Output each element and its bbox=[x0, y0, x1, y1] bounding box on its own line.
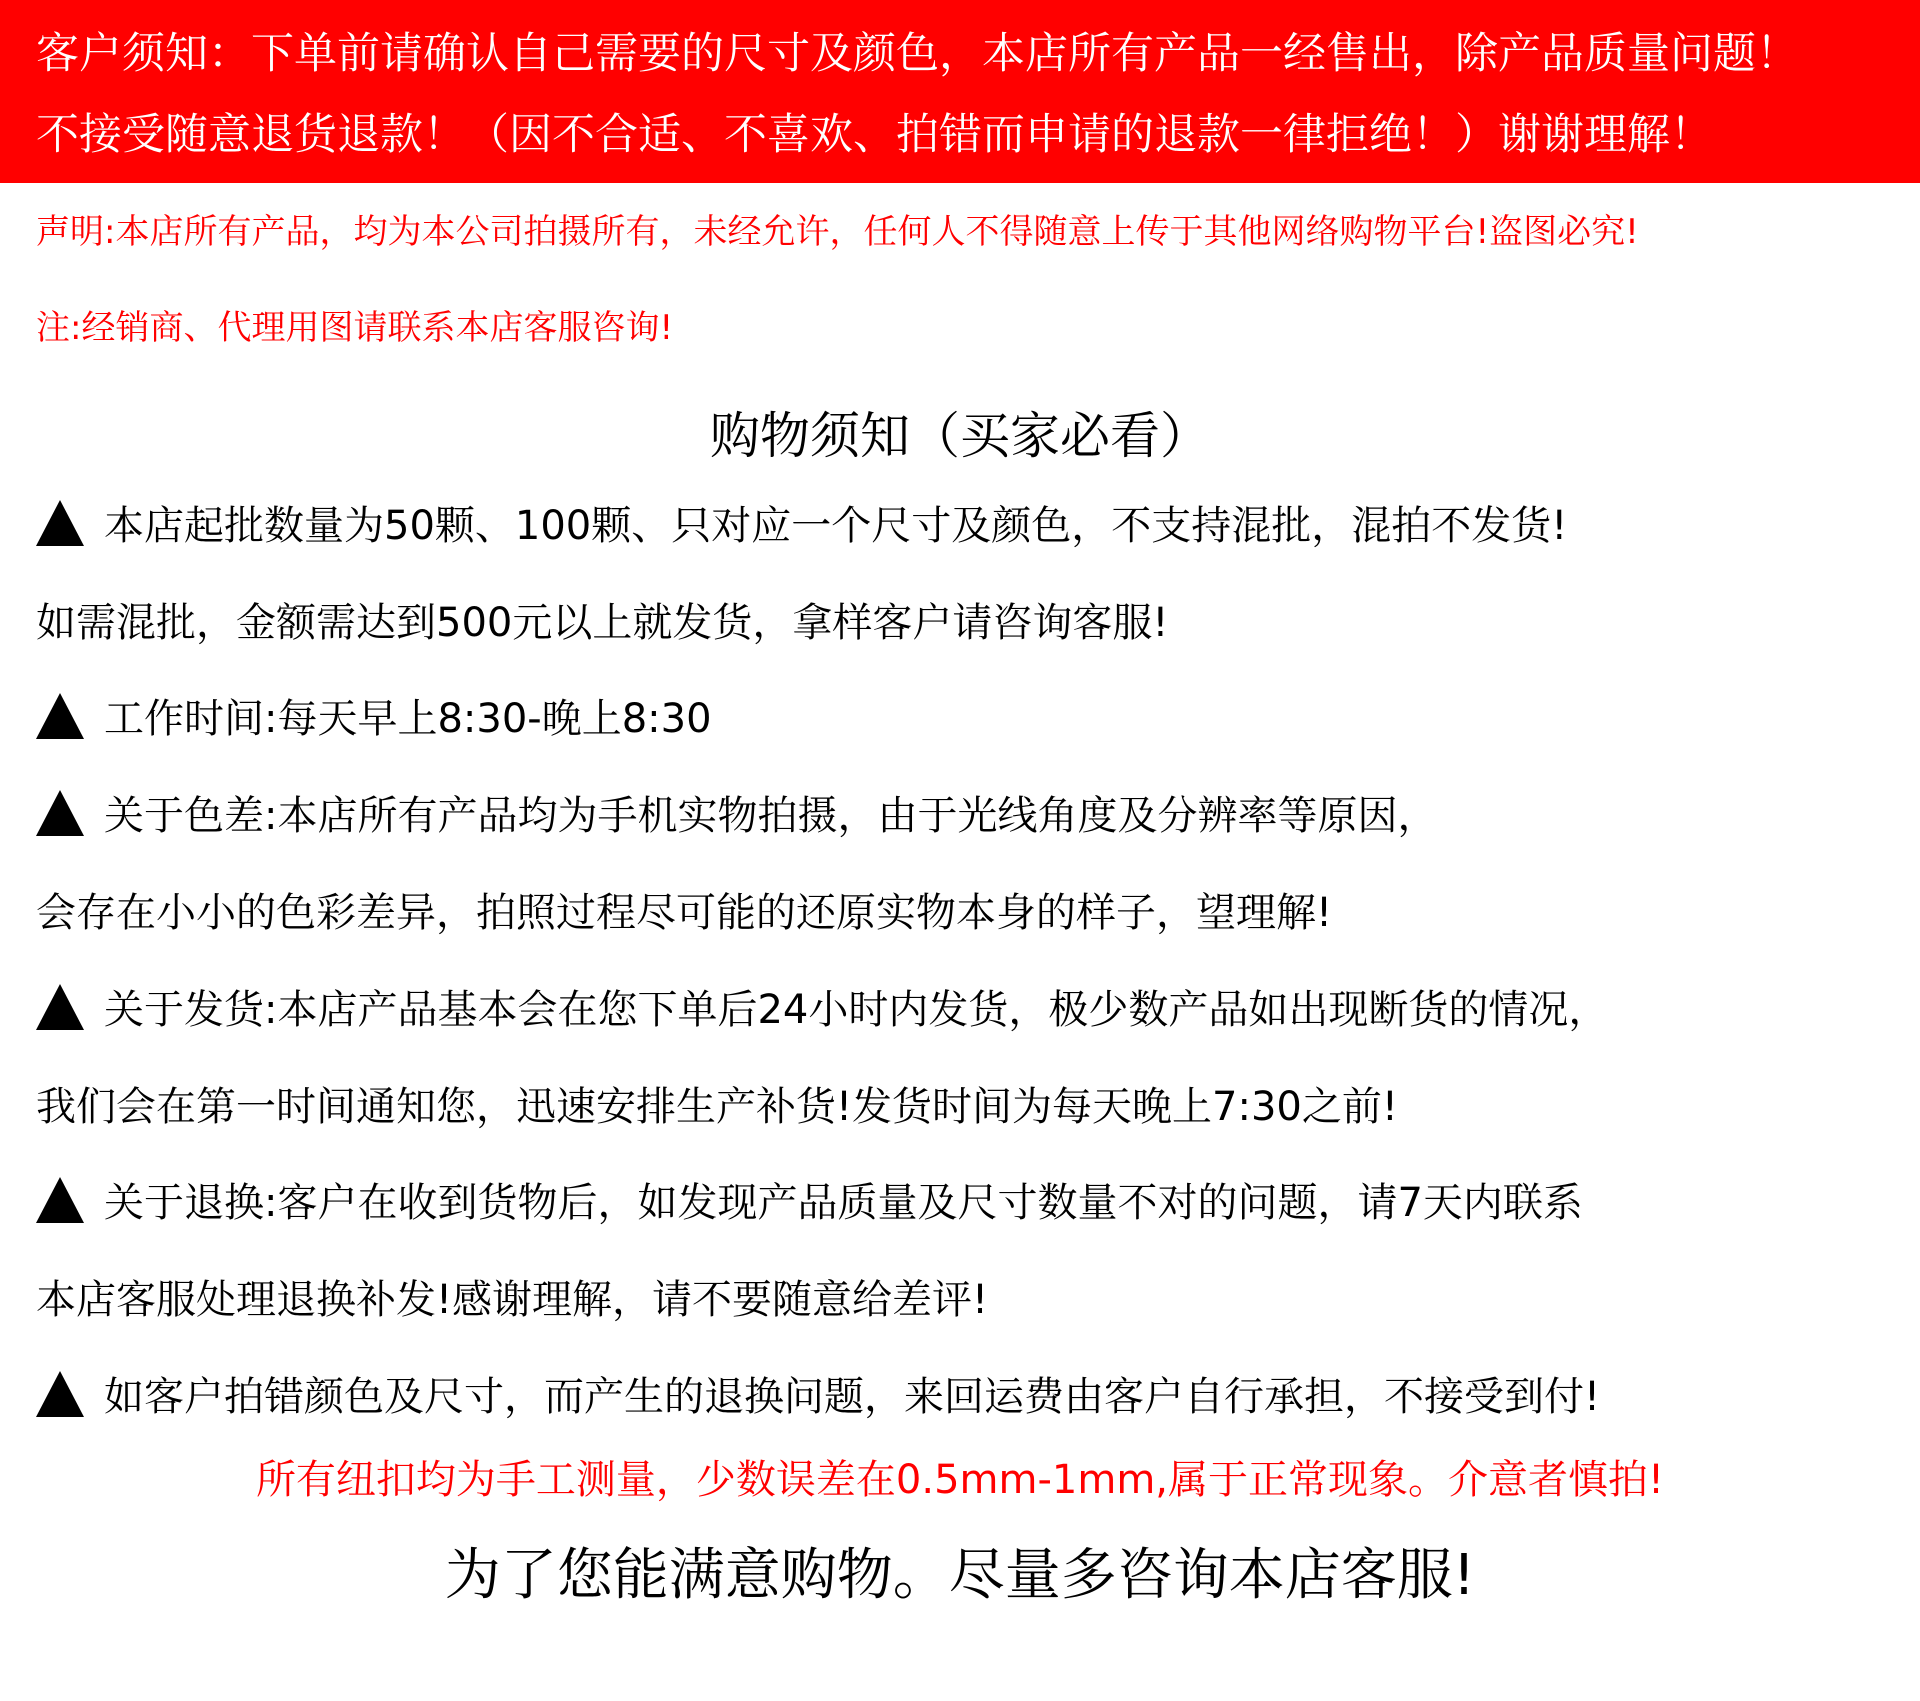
rule-3-line-1: 关于色差:本店所有产品均为手机实物拍摄，由于光线角度及分辨率等原因， bbox=[104, 793, 1438, 839]
notice-banner bbox=[0, 0, 1920, 183]
triangle-bullet-icon bbox=[36, 693, 84, 739]
triangle-bullet-icon bbox=[36, 1371, 84, 1417]
rule-4-line-1: 关于发货:本店产品基本会在您下单后24小时内发货，极少数产品如出现断货的情况， bbox=[104, 987, 1609, 1033]
rule-5-line-2: 本店客服处理退换补发!感谢理解，请不要随意给差评! bbox=[36, 1277, 989, 1323]
triangle-bullet-icon bbox=[36, 500, 84, 546]
rule-1-line-2: 如需混批，金额需达到500元以上就发货，拿样客户请咨询客服! bbox=[36, 600, 1169, 646]
rule-5-line-1: 关于退换:客户在收到货物后，如发现产品质量及尺寸数量不对的问题，请7天内联系 bbox=[104, 1180, 1583, 1226]
closing-message: 为了您能满意购物。尽量多咨询本店客服! bbox=[444, 1543, 1476, 1608]
triangle-bullet-icon bbox=[36, 984, 84, 1030]
copyright-statement: 声明:本店所有产品，均为本公司拍摄所有，未经允许，任何人不得随意上传于其他网络购物平台!盗图必究! bbox=[36, 212, 1639, 252]
banner-line-1: 客户须知：下单前请确认自己需要的尺寸及颜色，本店所有产品一经售出，除产品质量问题！ bbox=[36, 29, 1799, 79]
rule-4-line-2: 我们会在第一时间通知您，迅速安排生产补货!发货时间为每天晚上7:30之前! bbox=[36, 1084, 1398, 1130]
page-title: 购物须知（买家必看） bbox=[710, 407, 1210, 465]
rule-6-line-1: 如客户拍错颜色及尺寸，而产生的退换问题，来回运费由客户自行承担，不接受到付! bbox=[104, 1374, 1601, 1420]
dealer-note: 注:经销商、代理用图请联系本店客服咨询! bbox=[36, 308, 674, 348]
rule-1-line-1: 本店起批数量为50颗、100颗、只对应一个尺寸及颜色，不支持混批，混拍不发货! bbox=[104, 503, 1568, 549]
measurement-note: 所有纽扣均为手工测量，少数误差在0.5mm-1mm,属于正常现象。介意者慎拍! bbox=[255, 1457, 1665, 1503]
triangle-bullet-icon bbox=[36, 790, 84, 836]
banner-line-2: 不接受随意退货退款！（因不合适、不喜欢、拍错而申请的退款一律拒绝！）谢谢理解！ bbox=[36, 110, 1713, 160]
triangle-bullet-icon bbox=[36, 1177, 84, 1223]
rule-2-line-1: 工作时间:每天早上8:30-晚上8:30 bbox=[104, 696, 712, 742]
rule-3-line-2: 会存在小小的色彩差异，拍照过程尽可能的还原实物本身的样子，望理解! bbox=[36, 890, 1333, 936]
